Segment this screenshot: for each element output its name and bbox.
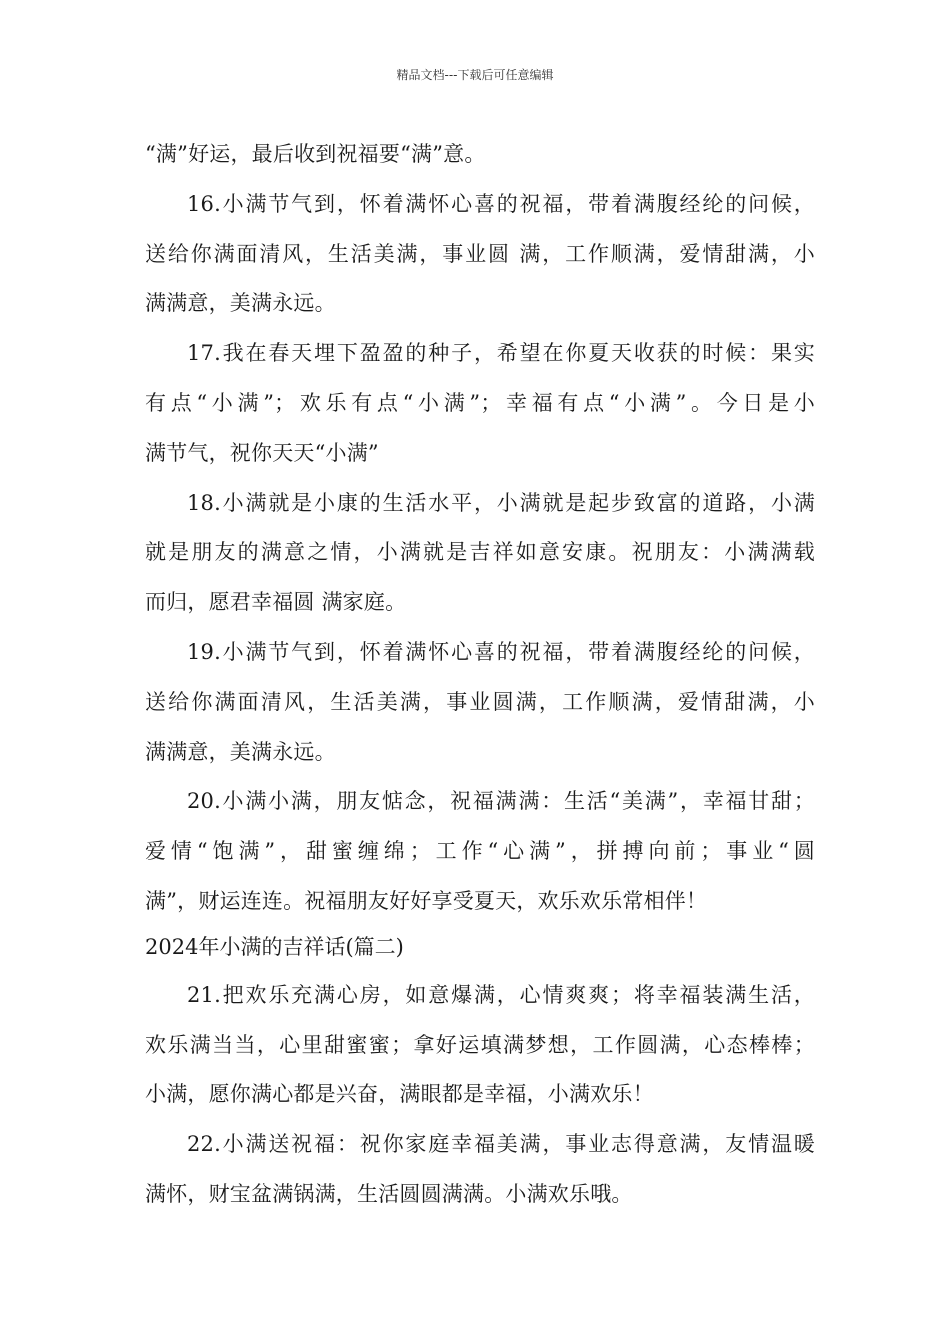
paragraph-line: 21.把欢乐充满心房，如意爆满，心情爽爽；将幸福装满生活，: [187, 982, 815, 1007]
paragraph-line: 19.小满节气到，怀着满怀心喜的祝福，带着满腹经纶的问候，: [187, 639, 815, 664]
paragraph-line: 欢乐满当当，心里甜蜜蜜；拿好运填满梦想，工作圆满，心态棒棒；: [145, 1032, 815, 1057]
page-header: 精品文档---下载后可任意编辑: [396, 68, 554, 82]
paragraph-line: 满”，财运连连。祝福朋友好好享受夏天，欢乐欢乐常相伴！: [145, 888, 708, 913]
paragraph-line: 爱情“饱满”，甜蜜缠绵；工作“心满”，拼搏向前；事业“圆: [145, 839, 815, 864]
paragraph-line: 满节气，祝你天天“小满”: [145, 440, 379, 465]
paragraph-line: 18.小满就是小康的生活水平，小满就是起步致富的道路，小满: [187, 490, 815, 515]
paragraph-line: 满满意，美满永远。: [145, 739, 336, 764]
paragraph-line: 送给你满面清风，生活美满，事业圆满，工作顺满，爱情甜满，小: [145, 689, 815, 714]
paragraph-line: 就是朋友的满意之情，小满就是吉祥如意安康。祝朋友：小满满载: [145, 540, 815, 565]
paragraph-line: “满”好运，最后收到祝福要“满”意。: [145, 142, 486, 166]
paragraph-line: 20.小满小满，朋友惦念，祝福满满：生活“美满”，幸福甘甜；: [187, 789, 815, 814]
paragraph-line: 送给你满面清风，生活美满，事业圆 满，工作顺满，爱情甜满，小: [145, 241, 815, 266]
paragraph-line: 满满意，美满永远。: [145, 291, 336, 316]
paragraph-line: 有点“小满”；欢乐有点“小满”；幸福有点“小满”。今日是小: [145, 390, 815, 415]
paragraph-line: 小满，愿你满心都是兴奋，满眼都是幸福，小满欢乐！: [145, 1082, 654, 1107]
paragraph-line: 17.我在春天埋下盈盈的种子，希望在你夏天收获的时候：果实: [187, 341, 815, 366]
section-heading: 2024年小满的吉祥话(篇二): [145, 934, 404, 959]
paragraph-line: 22.小满送祝福：祝你家庭幸福美满，事业志得意满，友情温暖: [187, 1132, 815, 1157]
document-body: [145, 130, 815, 1220]
paragraph-line: 满怀，财宝盆满锅满，生活圆圆满满。小满欢乐哦。: [145, 1181, 633, 1206]
paragraph-line: 而归，愿君幸福圆 满家庭。: [145, 590, 407, 615]
paragraph-line: 16.小满节气到，怀着满怀心喜的祝福，带着满腹经纶的问候，: [187, 191, 815, 216]
